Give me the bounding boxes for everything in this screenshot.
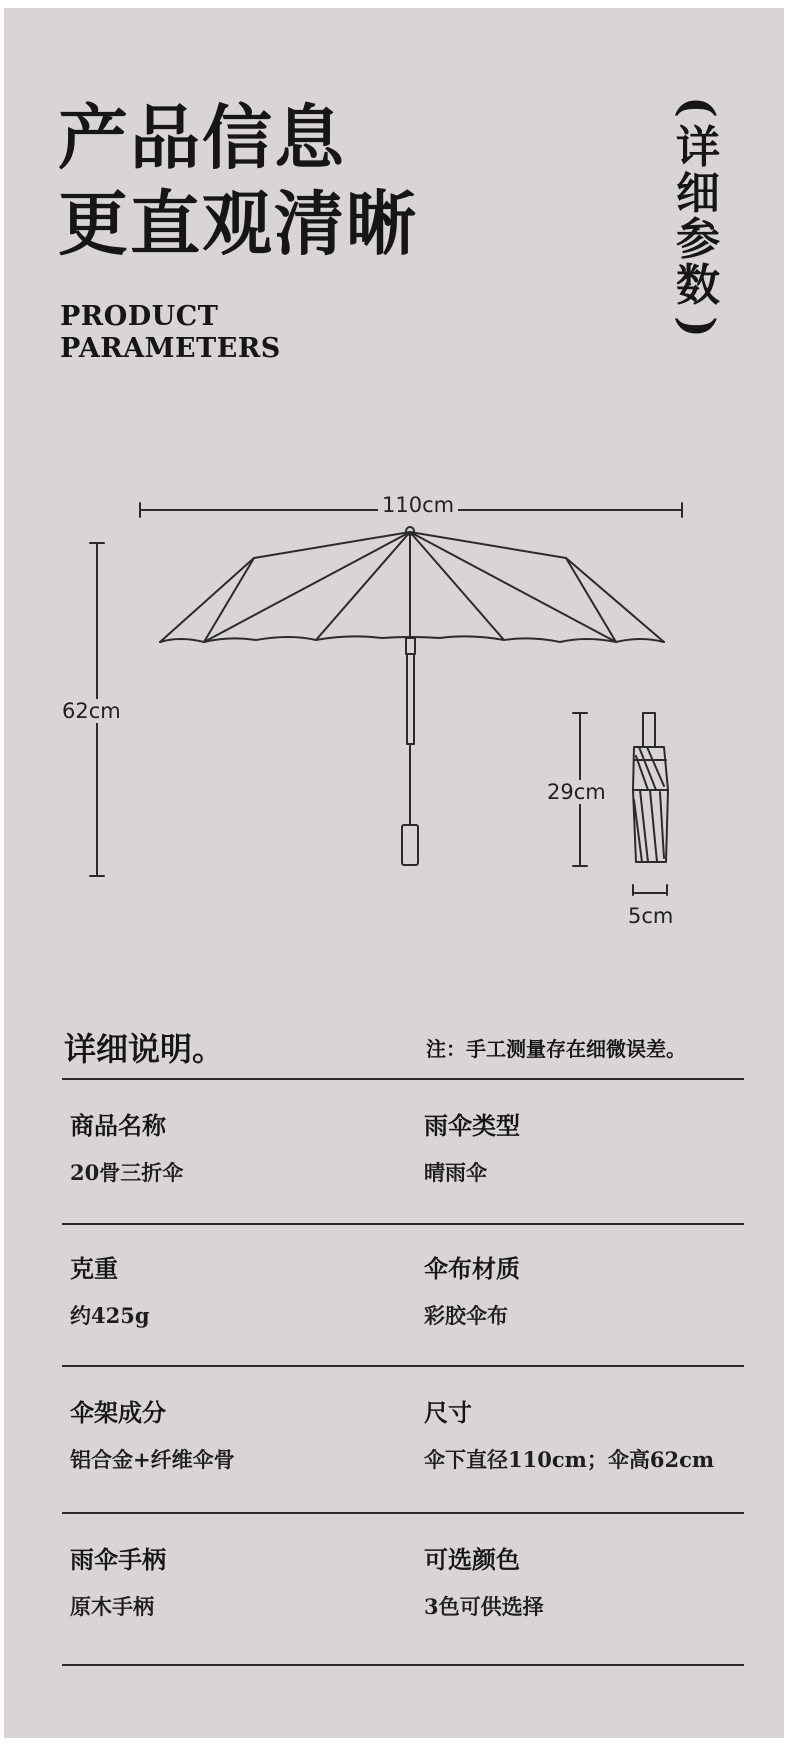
vertical-tag-char: 细	[676, 168, 720, 219]
spec-cell-umbrella-type	[424, 1110, 520, 1188]
divider	[62, 1365, 744, 1367]
height-label: 62cm	[58, 699, 125, 723]
spec-value: 20骨三折伞	[70, 1160, 184, 1185]
spec-label: 尺寸	[424, 1398, 472, 1427]
details-section-title: 详细说明。	[64, 1030, 225, 1068]
title-line-2: 更直观清晰	[58, 182, 418, 265]
divider	[62, 1512, 744, 1514]
english-title-line-2: PARAMETERS	[60, 333, 281, 364]
width-label: 110cm	[378, 493, 458, 517]
spec-cell-frame	[70, 1397, 235, 1475]
spec-cell-weight	[70, 1253, 150, 1331]
vertical-tag-char: 数	[676, 260, 720, 311]
english-title-line-1: PRODUCT	[60, 301, 219, 332]
vertical-tag-char: 详	[676, 122, 720, 173]
divider	[62, 1664, 744, 1666]
vertical-tag-char: 参	[676, 214, 720, 265]
divider	[62, 1078, 744, 1080]
spec-label: 可选颜色	[424, 1545, 520, 1574]
spec-value: 彩胶伞布	[424, 1303, 508, 1328]
spec-cell-size	[424, 1397, 714, 1475]
spec-value: 铝合金+纤维伞骨	[70, 1447, 235, 1472]
measurement-note: 注：手工测量存在细微误差。	[426, 1037, 686, 1061]
spec-value: 3色可供选择	[424, 1594, 544, 1619]
folded-width-label: 5cm	[624, 904, 677, 928]
divider	[62, 1223, 744, 1225]
open-umbrella-icon	[160, 527, 664, 865]
title-line-1: 产品信息	[58, 96, 346, 179]
spec-label: 商品名称	[70, 1111, 166, 1140]
spec-label: 伞布材质	[424, 1254, 520, 1283]
folded-width-dimension-line	[633, 885, 667, 895]
folded-umbrella-icon	[633, 713, 668, 862]
spec-cell-handle	[70, 1544, 166, 1622]
spec-value: 伞下直径110cm；伞高62cm	[424, 1447, 715, 1472]
spec-cell-colors	[424, 1544, 544, 1622]
spec-label: 伞架成分	[70, 1398, 166, 1427]
spec-cell-product-name	[70, 1110, 183, 1188]
spec-cell-fabric	[424, 1253, 520, 1331]
spec-label: 克重	[70, 1254, 118, 1283]
spec-label: 雨伞手柄	[70, 1545, 166, 1574]
vertical-tag-open: (	[671, 96, 725, 118]
vertical-tag-close: )	[671, 316, 725, 338]
spec-value: 约425g	[70, 1303, 150, 1328]
spec-value: 晴雨伞	[424, 1160, 487, 1185]
spec-label: 雨伞类型	[424, 1111, 520, 1140]
spec-value: 原木手柄	[70, 1594, 154, 1619]
folded-length-label: 29cm	[543, 780, 610, 804]
